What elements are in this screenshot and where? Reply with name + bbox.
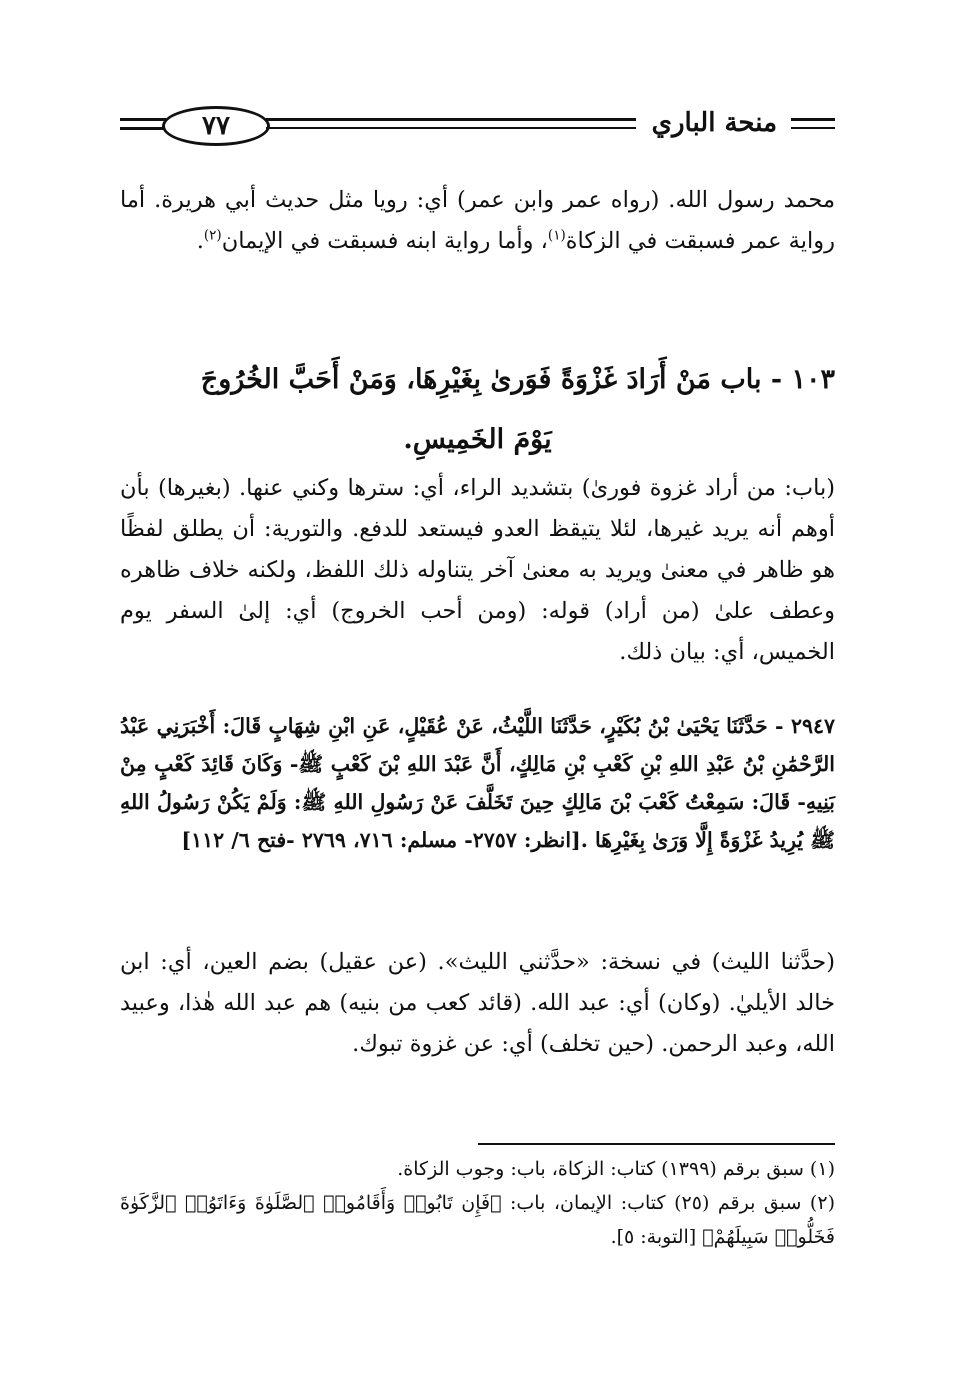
header-rule-right-top <box>791 118 835 121</box>
commentary-paragraph-1 <box>120 468 835 673</box>
footnote-separator <box>478 1143 835 1145</box>
footnote-marker-2: (٢) <box>203 227 222 244</box>
commentary-2-text: (حدَّثنا الليث) في نسخة: «حدَّثني الليث». (عن عقيل) بضم العين، أي: ابن خالد الأيليٰ. (وكان) أي: عبد الله. (قائد كعب من بنيه) هم عبد الله هٰذا، وعبيد الله، وعبد الرحمن. (حين تخلف) أي: عن غزوة تبوك. <box>120 949 835 1057</box>
hadith-text <box>120 707 835 859</box>
chapter-heading-line-2: يَوْمَ الخَمِيسِ. <box>403 424 552 455</box>
hadith-body: ٢٩٤٧ - حَدَّثَنَا يَحْيَىٰ بْنُ بُكَيْرٍ، حَدَّثَنَا اللَّيْثُ، عَنْ عُقَيْلٍ، عَنِ ابْنِ شِهَابٍ قَالَ: أَخْبَرَنِي عَبْدُ الرَّحْمَٰنِ بْنُ عَبْدِ اللهِ بْنِ كَعْبِ بْنِ مَالِكٍ، أَنَّ عَبْدَ اللهِ بْنَ كَعْبٍ ﷺ- وَكَانَ قَائِدَ كَعْبٍ مِنْ بَنِيهِ- قَالَ: سَمِعْتُ كَعْبَ بْنَ مَالِكٍ حِينَ تَخَلَّفَ عَنْ رَسُولِ اللهِ ﷺ: وَلَمْ يَكُنْ رَسُولُ اللهِ ﷺ يُرِيدُ غَزْوَةً إِلَّا وَرَىٰ بِغَيْرِهَا .[انظر: ٢٧٥٧- مسلم: ٧١٦، ٢٧٦٩ -فتح ٦/ ١١٢] <box>120 714 835 852</box>
page-header <box>120 100 835 160</box>
footnote-2: (٢) سبق برقم (٢٥) كتاب: الإيمان، باب: ﴿فَإِن تَابُوا۟ وَأَقَامُوا۟ ٱلصَّلَوٰةَ وَءَاتَوُا۟ ٱلزَّكَوٰةَ فَخَلُّوا۟ سَبِيلَهُمْ﴾ [التوبة: ٥]. <box>120 1192 835 1248</box>
commentary-1-text: (باب: من أراد غزوة فورىٰ) بتشديد الراء، أي: سترها وكني عنها. (بغيرها) بأن أوهم أنه يريد غيرها، لئلا يتيقظ العدو فيستعد للدفع. والتورية: أن يطلق لفظًا هو ظاهر في معنىٰ ويريد به معنىٰ آخر يتناوله ذلك اللفظ، ولكنه خلاف ظاهره وعطف علىٰ (من أراد) قوله: (ومن أحب الخروج) أي: إلىٰ السفر يوم الخميس، أي: بيان ذلك. <box>120 475 835 665</box>
chapter-heading-line-1: ١٠٣ - باب مَنْ أَرَادَ غَزْوَةً فَوَرىٰ بِغَيْرِهَا، وَمَنْ أَحَبَّ الخُرُوجَ <box>200 364 835 395</box>
header-rule-left-top <box>120 118 166 121</box>
intro-paragraph <box>120 180 835 262</box>
page-number: ٧٧ <box>162 106 270 146</box>
intro-text-b: ، وأما رواية ابنه فسبقت في الإيمان <box>221 228 548 254</box>
header-rule-mid-bottom <box>266 127 636 129</box>
running-title: منحة الباري <box>651 108 777 138</box>
footnotes <box>120 1152 835 1254</box>
footnote-1: (١) سبق برقم (١٣٩٩) كتاب: الزكاة، باب: وجوب الزكاة. <box>397 1158 835 1180</box>
header-rule-right-bottom <box>791 127 835 129</box>
intro-text-c: . <box>196 228 204 254</box>
intro-text: محمد رسول الله. (رواه عمر وابن عمر) أي: رويا مثل حديث أبي هريرة. أما رواية عمر فسبقت في الزكاة <box>120 187 835 254</box>
chapter-heading <box>120 350 835 470</box>
header-rule-left-bottom <box>120 127 166 130</box>
commentary-paragraph-2 <box>120 942 835 1065</box>
footnote-marker-1: (١) <box>547 227 566 244</box>
header-rule-mid-top <box>266 118 636 121</box>
